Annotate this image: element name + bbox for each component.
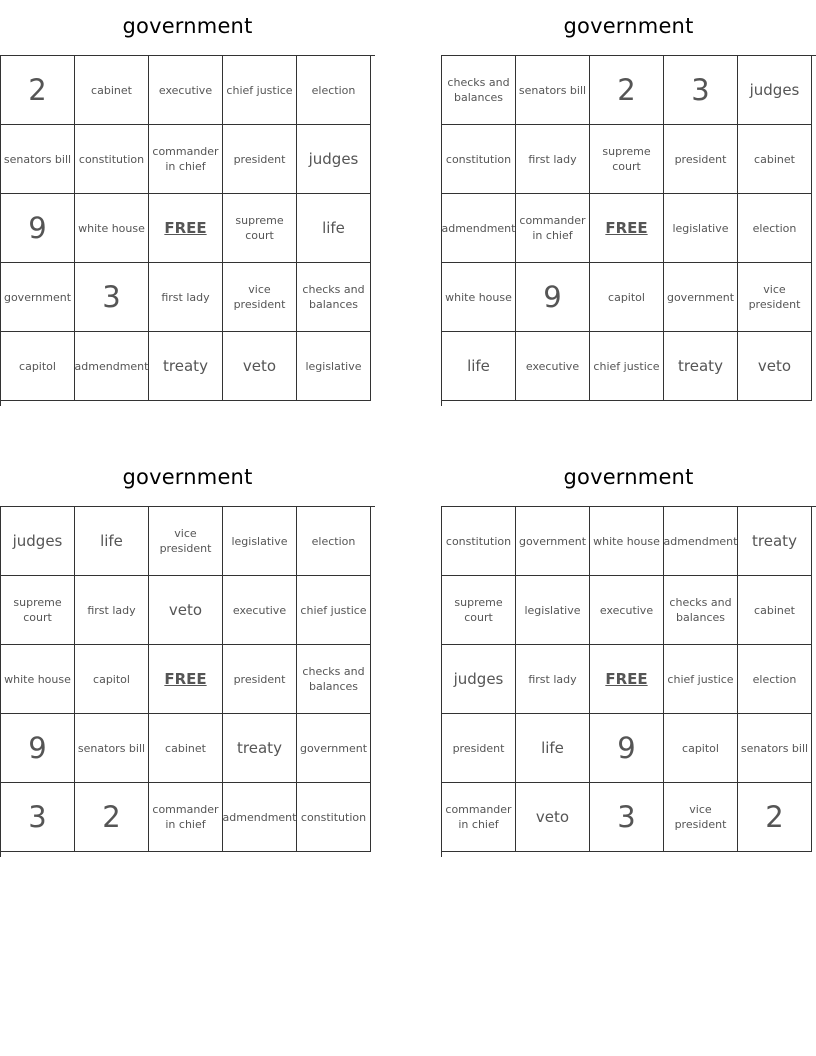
bingo-cell[interactable]: government — [516, 507, 590, 576]
bingo-cell[interactable]: vice president — [149, 507, 223, 576]
bingo-cell[interactable]: white house — [75, 194, 149, 263]
bingo-cell[interactable]: 2 — [738, 783, 812, 852]
bingo-cell[interactable]: capitol — [1, 332, 75, 401]
bingo-cell[interactable]: 9 — [1, 714, 75, 783]
bingo-cell[interactable]: capitol — [590, 263, 664, 332]
bingo-cell[interactable]: checks and balances — [442, 56, 516, 125]
bingo-cell[interactable]: government — [297, 714, 371, 783]
bingo-cell[interactable]: government — [664, 263, 738, 332]
bingo-cell[interactable]: white house — [442, 263, 516, 332]
bingo-cell[interactable]: veto — [149, 576, 223, 645]
bingo-cell[interactable]: judges — [738, 56, 812, 125]
bingo-cell[interactable]: vice president — [664, 783, 738, 852]
free-space-cell[interactable]: FREE — [149, 645, 223, 714]
bingo-cell[interactable]: president — [223, 645, 297, 714]
bingo-cell[interactable]: life — [297, 194, 371, 263]
bingo-cell[interactable]: election — [738, 645, 812, 714]
bingo-cell[interactable]: 3 — [75, 263, 149, 332]
bingo-cell[interactable]: white house — [1, 645, 75, 714]
bingo-cell[interactable]: chief justice — [664, 645, 738, 714]
bingo-cell[interactable]: senators bill — [1, 125, 75, 194]
bingo-cell[interactable]: white house — [590, 507, 664, 576]
bingo-cell[interactable]: life — [75, 507, 149, 576]
bingo-cell[interactable]: senators bill — [738, 714, 812, 783]
bingo-cell[interactable]: constitution — [442, 125, 516, 194]
bingo-cell[interactable]: 2 — [590, 56, 664, 125]
bingo-cell[interactable]: executive — [149, 56, 223, 125]
bingo-cell[interactable]: election — [297, 507, 371, 576]
bingo-cell[interactable]: first lady — [516, 125, 590, 194]
bingo-cell[interactable]: senators bill — [516, 56, 590, 125]
bingo-cell[interactable]: veto — [516, 783, 590, 852]
bingo-cell[interactable]: cabinet — [738, 125, 812, 194]
bingo-cell[interactable]: checks and balances — [297, 263, 371, 332]
bingo-cell[interactable]: first lady — [149, 263, 223, 332]
bingo-cell[interactable]: 9 — [516, 263, 590, 332]
bingo-grid — [441, 506, 816, 857]
bingo-cell[interactable]: veto — [223, 332, 297, 401]
bingo-cell[interactable]: first lady — [75, 576, 149, 645]
bingo-cell[interactable]: president — [223, 125, 297, 194]
bingo-grid — [0, 55, 375, 406]
bingo-cell[interactable]: life — [442, 332, 516, 401]
bingo-cell[interactable]: cabinet — [738, 576, 812, 645]
card-title: government — [122, 14, 253, 38]
bingo-cell[interactable]: capitol — [75, 645, 149, 714]
bingo-cell[interactable]: judges — [442, 645, 516, 714]
bingo-cell[interactable]: legislative — [664, 194, 738, 263]
bingo-cell[interactable]: life — [516, 714, 590, 783]
bingo-cell[interactable]: president — [664, 125, 738, 194]
bingo-cell[interactable]: supreme court — [590, 125, 664, 194]
bingo-cell[interactable]: commander in chief — [149, 783, 223, 852]
bingo-cell[interactable]: checks and balances — [297, 645, 371, 714]
bingo-cell[interactable]: cabinet — [149, 714, 223, 783]
bingo-cell[interactable]: supreme court — [223, 194, 297, 263]
bingo-cell[interactable]: admendment — [664, 507, 738, 576]
bingo-cell[interactable]: chief justice — [590, 332, 664, 401]
bingo-cell[interactable]: executive — [516, 332, 590, 401]
bingo-cell[interactable]: 3 — [664, 56, 738, 125]
bingo-cell[interactable]: treaty — [223, 714, 297, 783]
free-space-cell[interactable]: FREE — [590, 645, 664, 714]
bingo-cell[interactable]: commander in chief — [149, 125, 223, 194]
bingo-cell[interactable]: 3 — [1, 783, 75, 852]
card-title: government — [563, 465, 694, 489]
bingo-cell[interactable]: constitution — [75, 125, 149, 194]
free-space-cell[interactable]: FREE — [590, 194, 664, 263]
bingo-cell[interactable]: supreme court — [1, 576, 75, 645]
bingo-cell[interactable]: election — [297, 56, 371, 125]
bingo-cell[interactable]: treaty — [149, 332, 223, 401]
bingo-cell[interactable]: election — [738, 194, 812, 263]
bingo-cell[interactable]: 2 — [75, 783, 149, 852]
bingo-cell[interactable]: veto — [738, 332, 812, 401]
bingo-cell[interactable]: vice president — [738, 263, 812, 332]
bingo-cell[interactable]: 3 — [590, 783, 664, 852]
bingo-cell[interactable]: vice president — [223, 263, 297, 332]
bingo-cell[interactable]: admendment — [442, 194, 516, 263]
bingo-cell[interactable]: executive — [223, 576, 297, 645]
bingo-cell[interactable]: legislative — [516, 576, 590, 645]
bingo-cell[interactable]: treaty — [664, 332, 738, 401]
free-space-cell[interactable]: FREE — [149, 194, 223, 263]
bingo-cell[interactable]: executive — [590, 576, 664, 645]
bingo-cell[interactable]: legislative — [297, 332, 371, 401]
bingo-cell[interactable]: judges — [1, 507, 75, 576]
bingo-cell[interactable]: government — [1, 263, 75, 332]
bingo-cell[interactable]: capitol — [664, 714, 738, 783]
card-title: government — [563, 14, 694, 38]
bingo-cell[interactable]: senators bill — [75, 714, 149, 783]
bingo-cell[interactable]: commander in chief — [516, 194, 590, 263]
bingo-cell[interactable]: first lady — [516, 645, 590, 714]
card-title: government — [122, 465, 253, 489]
bingo-cell[interactable]: chief justice — [297, 576, 371, 645]
bingo-cell[interactable]: president — [442, 714, 516, 783]
bingo-cell[interactable]: 9 — [590, 714, 664, 783]
bingo-cell[interactable]: judges — [297, 125, 371, 194]
bingo-cell[interactable]: admendment — [223, 783, 297, 852]
bingo-grid — [441, 55, 816, 406]
bingo-cell[interactable]: constitution — [442, 507, 516, 576]
bingo-cell[interactable]: legislative — [223, 507, 297, 576]
bingo-grid — [0, 506, 375, 857]
bingo-cell[interactable]: admendment — [75, 332, 149, 401]
bingo-cell[interactable]: supreme court — [442, 576, 516, 645]
bingo-cell[interactable]: 9 — [1, 194, 75, 263]
bingo-cell[interactable]: treaty — [738, 507, 812, 576]
bingo-cell[interactable]: cabinet — [75, 56, 149, 125]
bingo-cell[interactable]: commander in chief — [442, 783, 516, 852]
bingo-cell[interactable]: chief justice — [223, 56, 297, 125]
bingo-cell[interactable]: checks and balances — [664, 576, 738, 645]
bingo-cell[interactable]: constitution — [297, 783, 371, 852]
bingo-cell[interactable]: 2 — [1, 56, 75, 125]
